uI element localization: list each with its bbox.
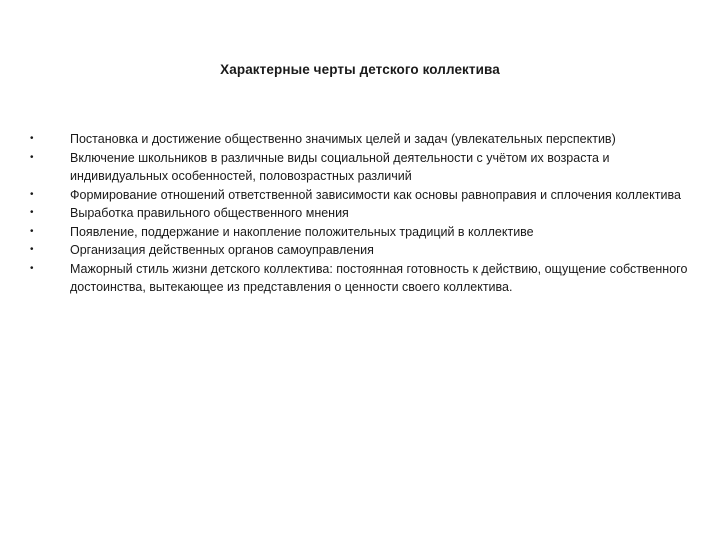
list-item-text: Включение школьников в различные виды социальной деятельности с учётом их возраста и индивидуальных особенностей, половозрастных различий [70,150,610,183]
bullet-icon: • [30,244,34,255]
list-item-text: Формирование отношений ответственной зависимости как основы равноправия и сплочения коллектива [70,187,681,202]
bullet-icon: • [30,188,34,200]
slide-title: Характерные черты детского коллектива [220,62,500,77]
list-item [30,186,710,205]
bullet-icon: • [30,151,34,163]
list-item [30,130,710,149]
bullet-icon: • [30,207,34,218]
list-item [30,260,710,297]
list-item-text: Мажорный стиль жизни детского коллектива: постоянная готовность к действию, ощущение собственного достоинства, вытекающее из представления о ценности своего коллектива. [70,261,688,294]
list-item-text: Выработка правильного общественного мнения [70,206,349,220]
bullet-icon: • [30,133,34,144]
list-item [30,223,710,242]
list-item-text: Постановка и достижение общественно значимых целей и задач (увлекательных перспектив) [70,132,616,146]
list-item [30,149,710,186]
list-item [30,241,710,260]
list-item-text: Появление, поддержание и накопление положительных традиций в коллективе [70,224,534,239]
list-item [30,204,710,223]
bullet-list [30,130,710,297]
bullet-icon: • [30,225,34,237]
list-item-text: Организация действенных органов самоуправления [70,243,374,257]
bullet-icon: • [30,262,34,274]
